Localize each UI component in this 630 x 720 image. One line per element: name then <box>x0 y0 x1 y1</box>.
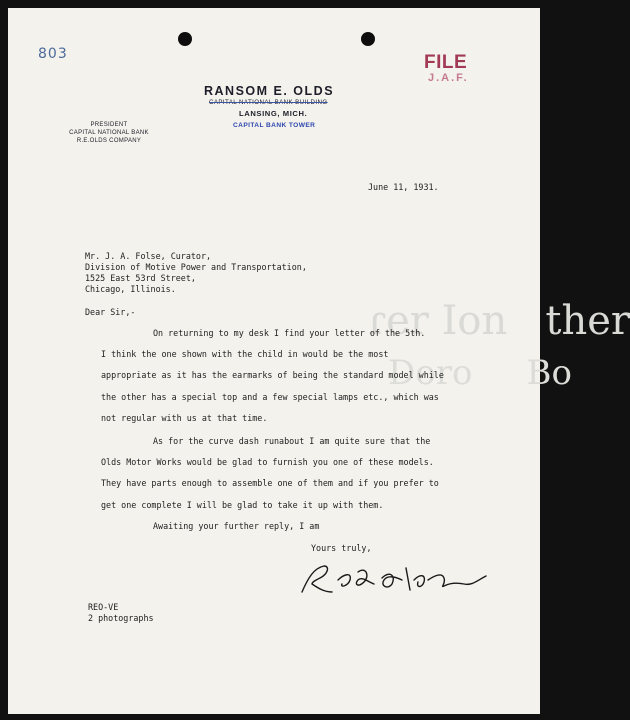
body-line: the other has a special top and a few special lamps etc., which was <box>101 392 439 402</box>
body-line: I think the one shown with the child in would be the most <box>101 349 389 359</box>
body-line: appropriate as it has the earmarks of being the standard model while <box>101 370 444 380</box>
bleed-through-text-2: Doro Bo <box>388 353 572 393</box>
archive-number: 803 <box>38 46 68 62</box>
body-line: Olds Motor Works would be glad to furnish you one of these models. <box>101 457 434 467</box>
file-stamp: FILE <box>424 52 468 73</box>
body-line: not regular with us at that time. <box>101 413 268 423</box>
body-line: On returning to my desk I find your letter of the 5th. <box>153 328 426 338</box>
reference-initials: REO-VE <box>88 602 119 612</box>
letterhead-bank: CAPITAL NATIONAL BANK <box>69 130 149 136</box>
letter-page <box>8 8 630 714</box>
closing: Yours truly, <box>311 543 372 553</box>
body-line: Awaiting your further reply, I am <box>153 521 320 531</box>
recipient-line: Division of Motive Power and Transportation, <box>85 262 307 272</box>
recipient-line: Chicago, Illinois. <box>85 284 176 294</box>
recipient-line: Mr. J. A. Folse, Curator, <box>85 251 212 261</box>
bleed-through-text: ɾer Ion ther <box>368 298 630 344</box>
salutation: Dear Sir,- <box>85 307 136 317</box>
body-line: get one complete I will be glad to take it up with them. <box>101 500 384 510</box>
letterhead-new-address: CAPITAL BANK TOWER <box>233 122 316 129</box>
letter-date: June 11, 1931. <box>368 182 439 192</box>
letterhead-title: PRESIDENT <box>90 122 128 128</box>
body-line: As for the curve dash runabout I am quite sure that the <box>153 436 431 446</box>
punch-hole-right <box>361 32 375 46</box>
body-line: They have parts enough to assemble one of them and if you prefer to <box>101 478 439 488</box>
letterhead-name: RANSOM E. OLDS <box>204 84 335 98</box>
letterhead-company: R.E.OLDS COMPANY <box>76 138 142 144</box>
recipient-line: 1525 East 53rd Street, <box>85 273 196 283</box>
enclosure-note: 2 photographs <box>88 613 154 623</box>
letterhead-old-address: CAPITAL NATIONAL BANK BUILDING <box>209 99 328 106</box>
signature <box>294 558 494 600</box>
punch-hole-left <box>178 32 192 46</box>
file-stamp-initials: J.A.F. <box>428 72 469 84</box>
letterhead-city: LANSING, MICH. <box>239 109 308 118</box>
